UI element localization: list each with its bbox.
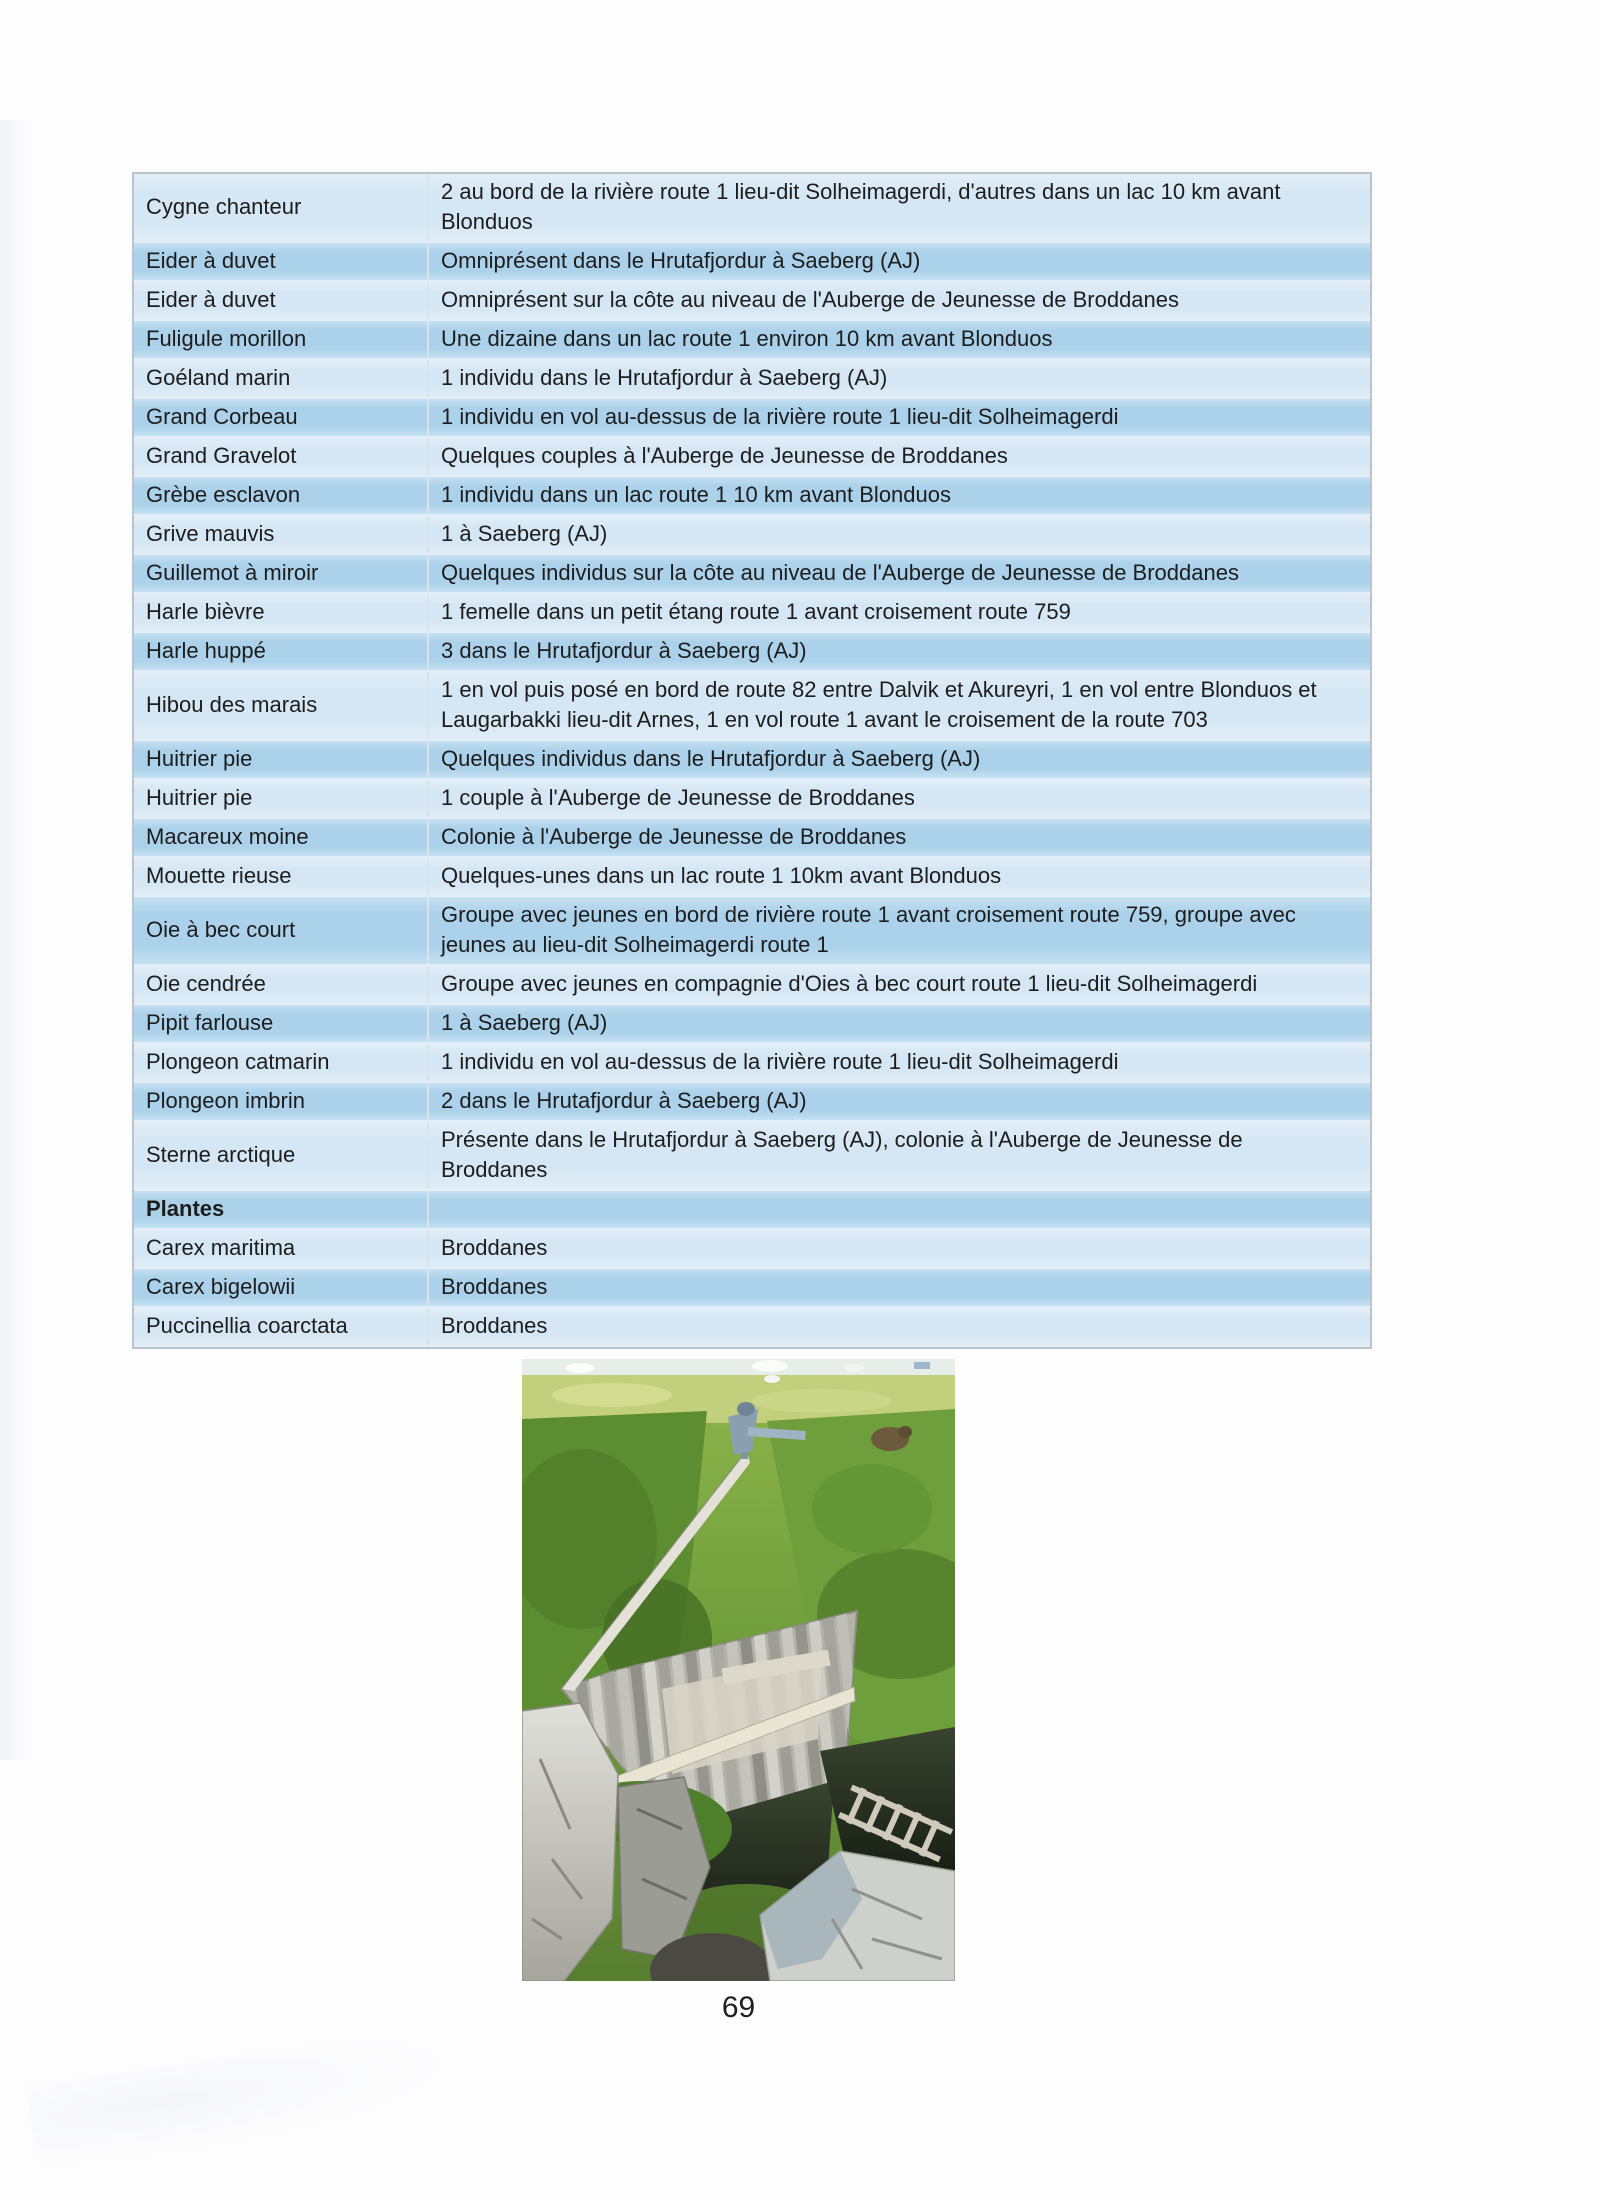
observation-cell: Omniprésent dans le Hrutafjordur à Saeberg (AJ) xyxy=(428,242,1370,281)
species-cell: Guillemot à miroir xyxy=(134,554,428,593)
species-cell: Cygne chanteur xyxy=(134,174,428,242)
turf-house-photo xyxy=(522,1359,955,1981)
observation-cell: 2 dans le Hrutafjordur à Saeberg (AJ) xyxy=(428,1082,1370,1121)
table-row xyxy=(134,965,1370,1004)
species-cell: Hibou des marais xyxy=(134,671,428,740)
table-row xyxy=(134,1121,1370,1190)
species-cell: Huitrier pie xyxy=(134,779,428,818)
table-row xyxy=(134,1043,1370,1082)
table-row xyxy=(134,174,1370,242)
observation-cell: Broddanes xyxy=(428,1229,1370,1268)
table-row xyxy=(134,593,1370,632)
observation-cell: Groupe avec jeunes en bord de rivière route 1 avant croisement route 759, groupe avec jeunes au lieu-dit Solheimagerdi route 1 xyxy=(428,896,1370,965)
species-cell: Grèbe esclavon xyxy=(134,476,428,515)
observation-cell: Groupe avec jeunes en compagnie d'Oies à bec court route 1 lieu-dit Solheimagerdi xyxy=(428,965,1370,1004)
species-cell: Goéland marin xyxy=(134,359,428,398)
species-cell: Macareux moine xyxy=(134,818,428,857)
observation-cell: 1 individu dans le Hrutafjordur à Saeberg (AJ) xyxy=(428,359,1370,398)
species-cell: Harle bièvre xyxy=(134,593,428,632)
observation-cell: 1 en vol puis posé en bord de route 82 entre Dalvik et Akureyri, 1 en vol entre Blonduos et Laugarbakki lieu-dit Arnes, 1 en vol route 1 avant le croisement de la route 703 xyxy=(428,671,1370,740)
species-cell: Grand Corbeau xyxy=(134,398,428,437)
observation-cell: 1 femelle dans un petit étang route 1 avant croisement route 759 xyxy=(428,593,1370,632)
table-row xyxy=(134,515,1370,554)
scan-artifact xyxy=(26,2026,464,2175)
species-cell: Eider à duvet xyxy=(134,242,428,281)
table-row xyxy=(134,476,1370,515)
species-cell: Oie à bec court xyxy=(134,896,428,965)
table-row xyxy=(134,437,1370,476)
species-observations-table xyxy=(132,172,1372,1349)
observation-cell: Broddanes xyxy=(428,1268,1370,1307)
observation-cell: 1 à Saeberg (AJ) xyxy=(428,515,1370,554)
observations-table xyxy=(134,174,1370,1347)
observation-cell: Broddanes xyxy=(428,1307,1370,1346)
species-cell: Grive mauvis xyxy=(134,515,428,554)
table-row xyxy=(134,818,1370,857)
table-row xyxy=(134,1307,1370,1346)
table-row xyxy=(134,398,1370,437)
table-row xyxy=(134,1229,1370,1268)
table-row xyxy=(134,242,1370,281)
observation-cell: 3 dans le Hrutafjordur à Saeberg (AJ) xyxy=(428,632,1370,671)
observation-cell: 1 individu en vol au-dessus de la rivière route 1 lieu-dit Solheimagerdi xyxy=(428,398,1370,437)
species-cell: Grand Gravelot xyxy=(134,437,428,476)
observation-cell: Colonie à l'Auberge de Jeunesse de Broddanes xyxy=(428,818,1370,857)
table-row xyxy=(134,740,1370,779)
observation-cell: Quelques individus dans le Hrutafjordur à Saeberg (AJ) xyxy=(428,740,1370,779)
species-cell: Pipit farlouse xyxy=(134,1004,428,1043)
species-cell: Carex maritima xyxy=(134,1229,428,1268)
species-cell: Plongeon imbrin xyxy=(134,1082,428,1121)
table-row xyxy=(134,896,1370,965)
table-row xyxy=(134,1268,1370,1307)
species-cell: Fuligule morillon xyxy=(134,320,428,359)
observation-cell: 1 individu en vol au-dessus de la rivière route 1 lieu-dit Solheimagerdi xyxy=(428,1043,1370,1082)
species-cell: Eider à duvet xyxy=(134,281,428,320)
species-cell: Plongeon catmarin xyxy=(134,1043,428,1082)
observation-cell: Quelques couples à l'Auberge de Jeunesse de Broddanes xyxy=(428,437,1370,476)
table-row xyxy=(134,359,1370,398)
table-row xyxy=(134,1082,1370,1121)
species-cell: Harle huppé xyxy=(134,632,428,671)
table-row xyxy=(134,857,1370,896)
observation-cell: Quelques-unes dans un lac route 1 10km avant Blonduos xyxy=(428,857,1370,896)
observation-cell: 1 individu dans un lac route 1 10 km avant Blonduos xyxy=(428,476,1370,515)
species-cell: Huitrier pie xyxy=(134,740,428,779)
observation-cell: Omniprésent sur la côte au niveau de l'Auberge de Jeunesse de Broddanes xyxy=(428,281,1370,320)
table-row xyxy=(134,1190,1370,1229)
species-cell: Oie cendrée xyxy=(134,965,428,1004)
observation-cell: 1 à Saeberg (AJ) xyxy=(428,1004,1370,1043)
observation-cell: Présente dans le Hrutafjordur à Saeberg (AJ), colonie à l'Auberge de Jeunesse de Broddanes xyxy=(428,1121,1370,1190)
observation-cell: Quelques individus sur la côte au niveau de l'Auberge de Jeunesse de Broddanes xyxy=(428,554,1370,593)
observation-cell: Une dizaine dans un lac route 1 environ 10 km avant Blonduos xyxy=(428,320,1370,359)
table-row xyxy=(134,281,1370,320)
species-cell: Carex bigelowii xyxy=(134,1268,428,1307)
species-cell: Mouette rieuse xyxy=(134,857,428,896)
table-row xyxy=(134,779,1370,818)
table-row xyxy=(134,320,1370,359)
page-number: 69 xyxy=(721,1991,756,2024)
observation-cell: 2 au bord de la rivière route 1 lieu-dit Solheimagerdi, d'autres dans un lac 10 km avant Blonduos xyxy=(428,174,1370,242)
table-row xyxy=(134,671,1370,740)
scan-artifact xyxy=(0,120,30,1760)
table-row xyxy=(134,1004,1370,1043)
species-cell: Plantes xyxy=(134,1190,428,1229)
table-row xyxy=(134,632,1370,671)
table-row xyxy=(134,554,1370,593)
observation-cell xyxy=(428,1190,1370,1229)
species-cell: Sterne arctique xyxy=(134,1121,428,1190)
species-cell: Puccinellia coarctata xyxy=(134,1307,428,1346)
observation-cell: 1 couple à l'Auberge de Jeunesse de Broddanes xyxy=(428,779,1370,818)
